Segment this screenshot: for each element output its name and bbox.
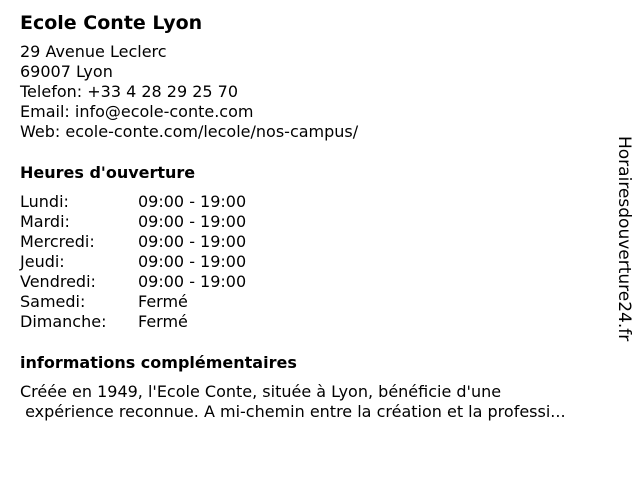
hours-time: 09:00 - 19:00	[138, 232, 247, 251]
info-line-2: expérience reconnue. A mi-chemin entre la création et la professi...	[20, 402, 566, 421]
hours-day: Mercredi:	[20, 232, 95, 251]
email-line: Email: info@ecole-conte.com	[20, 102, 254, 121]
business-card	[20, 10, 610, 422]
hours-time: Fermé	[138, 312, 188, 331]
hours-heading: Heures d'ouverture	[20, 163, 196, 182]
address-city: 69007 Lyon	[20, 62, 113, 81]
hours-row-wednesday	[20, 232, 610, 252]
hours-row-friday	[20, 272, 610, 292]
hours-day: Samedi:	[20, 292, 86, 311]
address-street: 29 Avenue Leclerc	[20, 42, 167, 61]
info-line-1: Créée en 1949, l'Ecole Conte, située à Lyon, bénéficie d'une	[20, 382, 502, 401]
phone-line: Telefon: +33 4 28 29 25 70	[20, 82, 239, 101]
hours-day: Mardi:	[20, 212, 70, 231]
hours-time: 09:00 - 19:00	[138, 192, 247, 211]
hours-row-sunday	[20, 312, 610, 332]
hours-time: 09:00 - 19:00	[138, 272, 247, 291]
hours-day: Dimanche:	[20, 312, 107, 331]
hours-day: Vendredi:	[20, 272, 96, 291]
hours-day: Jeudi:	[20, 252, 65, 271]
hours-row-monday	[20, 192, 610, 212]
hours-time: 09:00 - 19:00	[138, 252, 247, 271]
info-description	[20, 382, 610, 422]
hours-table	[20, 192, 610, 332]
business-name: Ecole Conte Lyon	[20, 12, 203, 34]
hours-time: Fermé	[138, 292, 188, 311]
site-brand-vertical: Horairesdouverture24.fr	[614, 136, 634, 342]
hours-row-saturday	[20, 292, 610, 312]
address-block	[20, 42, 610, 142]
hours-row-thursday	[20, 252, 610, 272]
web-line: Web: ecole-conte.com/lecole/nos-campus/	[20, 122, 359, 141]
hours-row-tuesday	[20, 212, 610, 232]
hours-day: Lundi:	[20, 192, 69, 211]
info-heading: informations complémentaires	[20, 353, 297, 372]
hours-time: 09:00 - 19:00	[138, 212, 247, 231]
